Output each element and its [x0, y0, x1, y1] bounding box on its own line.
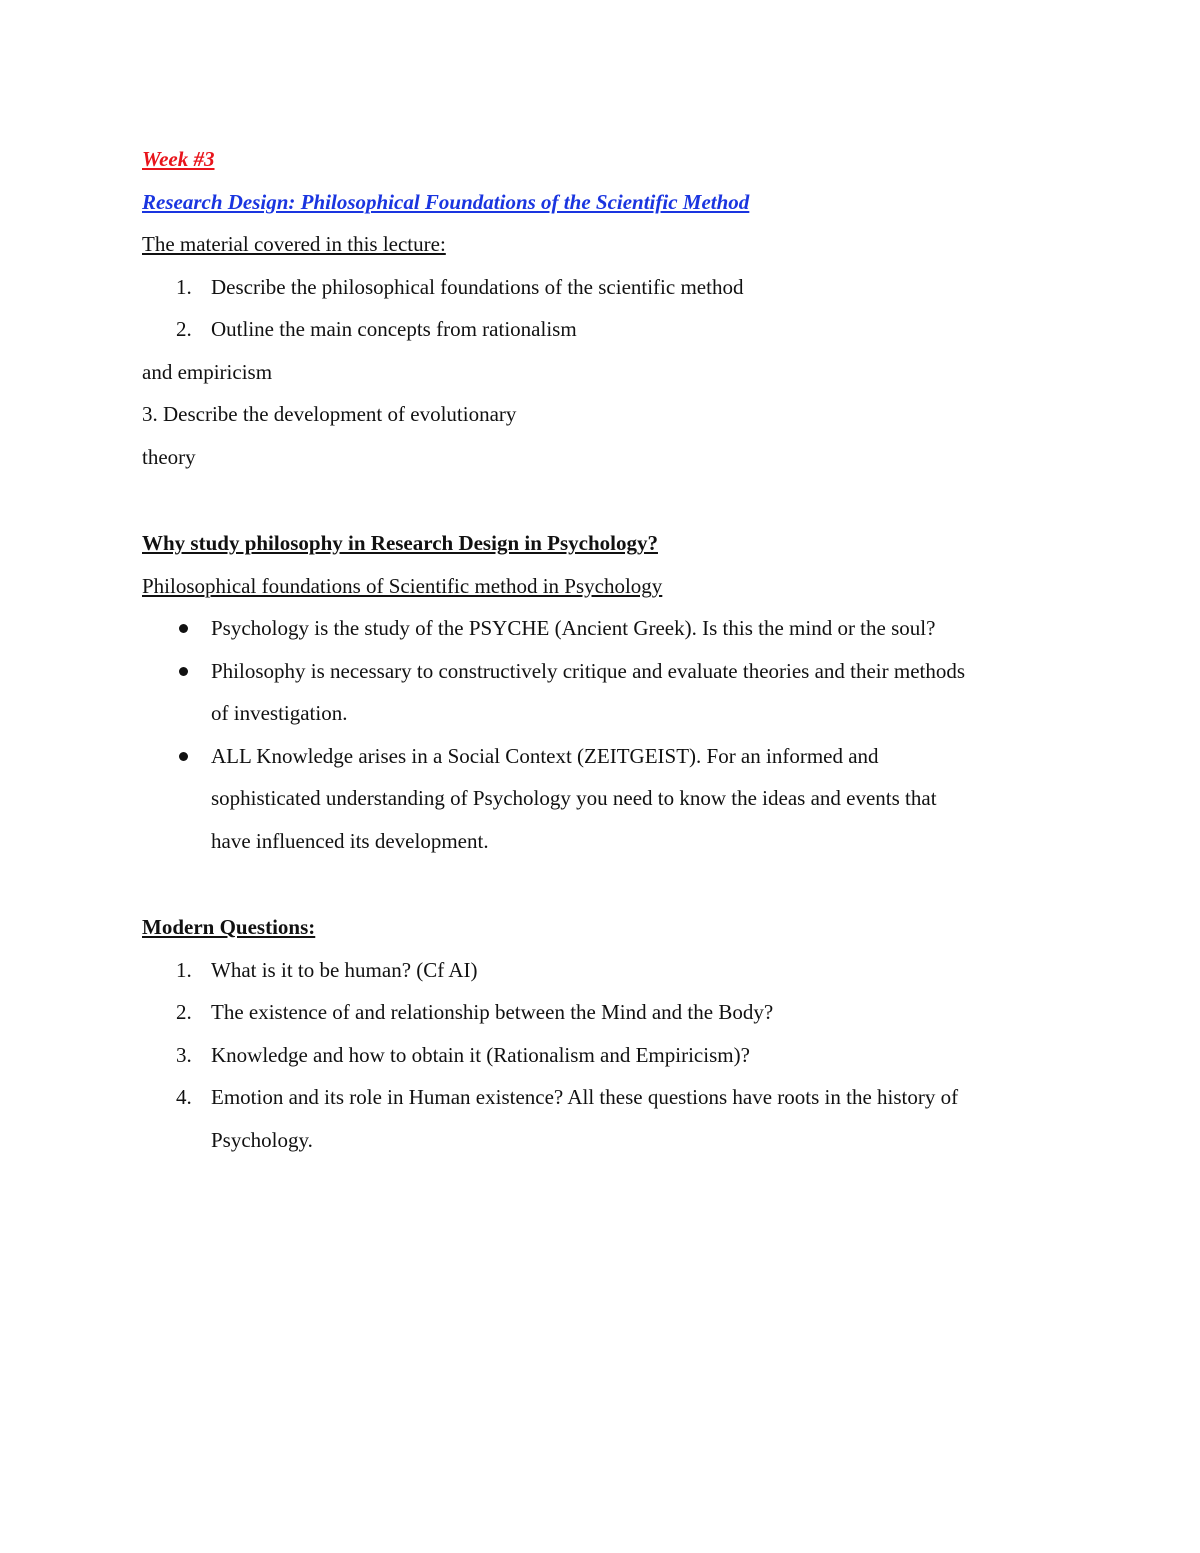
bullet-icon: [179, 752, 188, 761]
question-item: [142, 949, 1072, 992]
document-page: [142, 138, 1072, 1161]
bullet-continuation: [142, 777, 1072, 820]
spacer: [142, 862, 1072, 906]
section-subheading: Philosophical foundations of Scientific method in Psychology: [142, 573, 663, 598]
question-continuation: [142, 1119, 1072, 1162]
question-text: Emotion and its role in Human existence? All these questions have roots in the history of: [211, 1085, 959, 1109]
spacer: [142, 478, 1072, 522]
bullet-continuation: [142, 692, 1072, 735]
question-number: 1.: [176, 957, 192, 982]
question-number: 2.: [176, 1000, 192, 1024]
bullet-icon: [179, 624, 188, 633]
modern-questions-list: [142, 949, 1072, 1162]
objective-item: [142, 308, 1072, 351]
bullet-text: sophisticated understanding of Psychology you need to know the ideas and events that: [211, 786, 937, 810]
intro-line: The material covered in this lecture:: [142, 232, 446, 256]
lecture-title: Research Design: Philosophical Foundations of the Scientific Method: [142, 189, 750, 214]
question-text: The existence of and relationship between the Mind and the Body?: [211, 1000, 774, 1024]
question-item: [142, 991, 1072, 1034]
bullet-text: ALL Knowledge arises in a Social Context (ZEITGEIST). For an informed and: [211, 743, 879, 768]
question-number: 4.: [176, 1085, 192, 1109]
bullet-text: have influenced its development.: [211, 828, 489, 853]
section-heading-why: Why study philosophy in Research Design in Psychology?: [142, 531, 658, 555]
objective-text: Describe the philosophical foundations of the scientific method: [211, 274, 744, 299]
objective-number: 1.: [176, 274, 192, 299]
objective-item: [142, 266, 1072, 309]
objectives-list: [142, 266, 1072, 351]
question-item: [142, 1076, 1072, 1119]
bullet-text: of investigation.: [211, 701, 348, 725]
question-text: What is it to be human? (Cf AI): [211, 957, 478, 982]
objective-continuation: and empiricism: [142, 359, 273, 384]
objective-number: 2.: [176, 317, 192, 341]
section-heading-modern: Modern Questions:: [142, 915, 316, 939]
bullet-item: [142, 607, 1072, 650]
bullet-text: Philosophy is necessary to constructively critique and evaluate theories and their methods: [211, 658, 966, 683]
bullet-text: Psychology is the study of the PSYCHE (Ancient Greek). Is this the mind or the soul?: [211, 616, 936, 640]
bullet-continuation: [142, 820, 1072, 863]
objective-item-3: 3. Describe the development of evolutionary: [142, 402, 517, 426]
bullet-list: [142, 607, 1072, 862]
question-number: 3.: [176, 1042, 192, 1067]
question-text: Psychology.: [211, 1127, 313, 1152]
week-label: Week #3: [142, 147, 215, 171]
objective-text: Outline the main concepts from rationalism: [211, 317, 577, 341]
bullet-item: [142, 735, 1072, 778]
objective-continuation: theory: [142, 444, 196, 469]
question-item: [142, 1034, 1072, 1077]
question-text: Knowledge and how to obtain it (Rationalism and Empiricism)?: [211, 1042, 750, 1067]
bullet-icon: [179, 667, 188, 676]
bullet-item: [142, 650, 1072, 693]
